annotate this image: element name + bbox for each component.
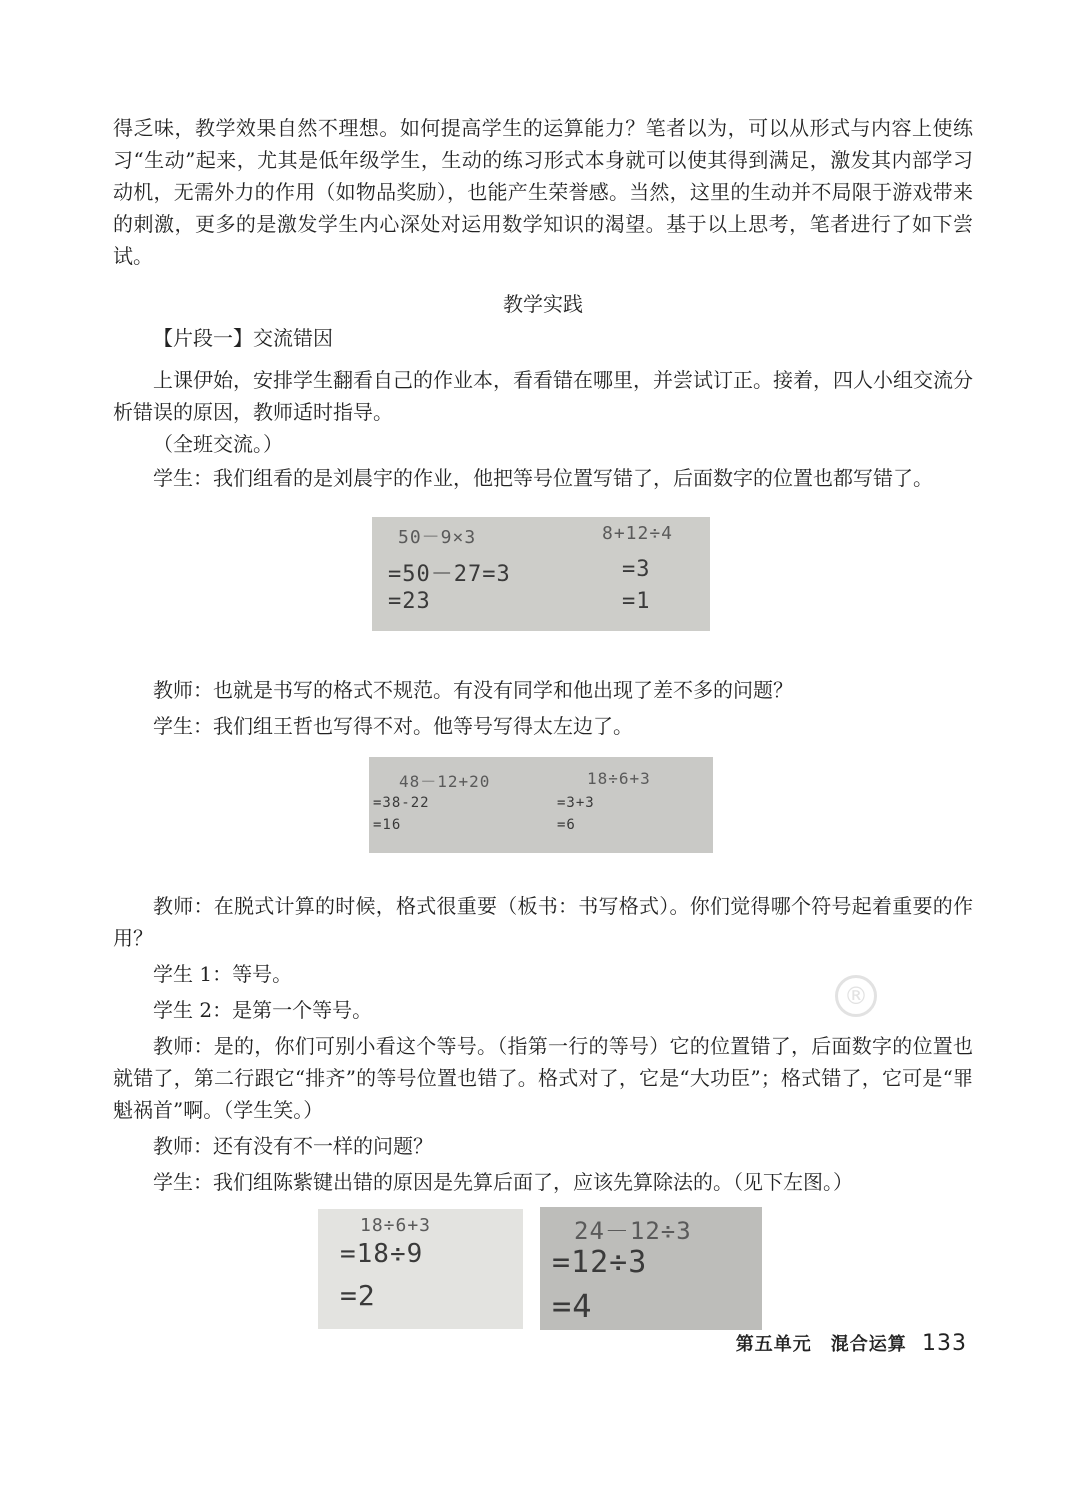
top-text: [113, 112, 973, 272]
homework-photo-2: [369, 757, 713, 853]
dialog-1: 学生：我们组看的是刘晨宇的作业，他把等号位置写错了，后面数字的位置也都写错了。: [153, 466, 933, 490]
homework-photo-1: [372, 517, 710, 631]
section-heading-block: [113, 288, 973, 320]
page-footer: [736, 1330, 967, 1356]
photo3-line2: =2: [340, 1279, 376, 1312]
photo1-right-line1: =3: [622, 557, 651, 582]
photo4-line1: =12÷3: [552, 1245, 648, 1280]
page-number: 133: [922, 1331, 967, 1356]
dialog-block-3: [113, 890, 973, 1198]
footer-label: 第五单元 混合运算: [735, 1334, 907, 1355]
photo1-right-expr: 8+12÷4: [602, 523, 674, 544]
photo2-right-line1: =3+3: [557, 795, 595, 811]
photo1-left-line1: =50－27=3: [388, 562, 511, 587]
section-heading: 教学实践: [503, 292, 583, 316]
segment-block: [113, 322, 973, 494]
dialog-3: 学生：我们组王哲也写得不对。他等号写得太左边了。: [153, 714, 633, 738]
dialog-5: 学生 1：等号。: [153, 962, 293, 986]
segment-title: 【片段一】交流错因: [153, 326, 333, 350]
dialog-9: 学生：我们组陈紫键出错的原因是先算后面了，应该先算除法的。（见下左图。）: [153, 1170, 853, 1194]
homework-photo-3: [318, 1209, 523, 1329]
homework-photo-4: [540, 1207, 762, 1330]
dialog-4: 教师：在脱式计算的时候，格式很重要（板书：书写格式）。你们觉得哪个符号起着重要的作用？: [113, 894, 973, 950]
class-exchange: （全班交流。）: [153, 432, 283, 456]
intro-paragraph: 上课伊始，安排学生翻看自己的作业本，看看错在哪里，并尝试订正。接着，四人小组交流分析错误的原因，教师适时指导。: [113, 368, 973, 424]
dialog-2: 教师：也就是书写的格式不规范。有没有同学和他出现了差不多的问题？: [153, 678, 793, 702]
photo2-left-line2: =16: [373, 817, 402, 833]
dialog-block-2: [113, 674, 973, 742]
photo1-right-line2: =1: [622, 589, 651, 614]
paragraph-top: 得乏味，教学效果自然不理想。如何提高学生的运算能力？笔者以为，可以从形式与内容上使练习“生动”起来，尤其是低年级学生，生动的练习形式本身就可以使其得到满足，激发其内部学习动机，无需外力的作用（如物品奖励），也能产生荣誉感。当然，这里的生动并不局限于游戏带来的刺激，更多的是激发学生内心深处对运用数学知识的渴望。基于以上思考，笔者进行了如下尝试。: [113, 116, 973, 268]
registered-watermark-icon: ®: [835, 975, 877, 1017]
photo1-left-expr: 50－9×3: [398, 527, 477, 548]
dialog-8: 教师：还有没有不一样的问题？: [153, 1134, 433, 1158]
photo3-expr: 18÷6+3: [360, 1215, 432, 1236]
photo1-left-line2: =23: [388, 589, 431, 614]
photo4-expr: 24－12÷3: [574, 1217, 692, 1245]
photo4-line2: =4: [552, 1287, 593, 1325]
photo2-left-line1: =38-22: [373, 795, 430, 811]
dialog-6: 学生 2：是第一个等号。: [153, 998, 373, 1022]
dialog-7: 教师：是的，你们可别小看这个等号。（指第一行的等号）它的位置错了，后面数字的位置也就错了，第二行跟它“排齐”的等号位置也错了。格式对了，它是“大功臣”；格式错了，它可是“罪魁祸首”啊。（学生笑。）: [113, 1034, 973, 1122]
photo2-right-line2: =6: [557, 817, 576, 833]
photo3-line1: =18÷9: [340, 1239, 424, 1269]
photo2-left-expr: 48－12+20: [399, 772, 491, 791]
photo2-right-expr: 18÷6+3: [587, 769, 651, 788]
